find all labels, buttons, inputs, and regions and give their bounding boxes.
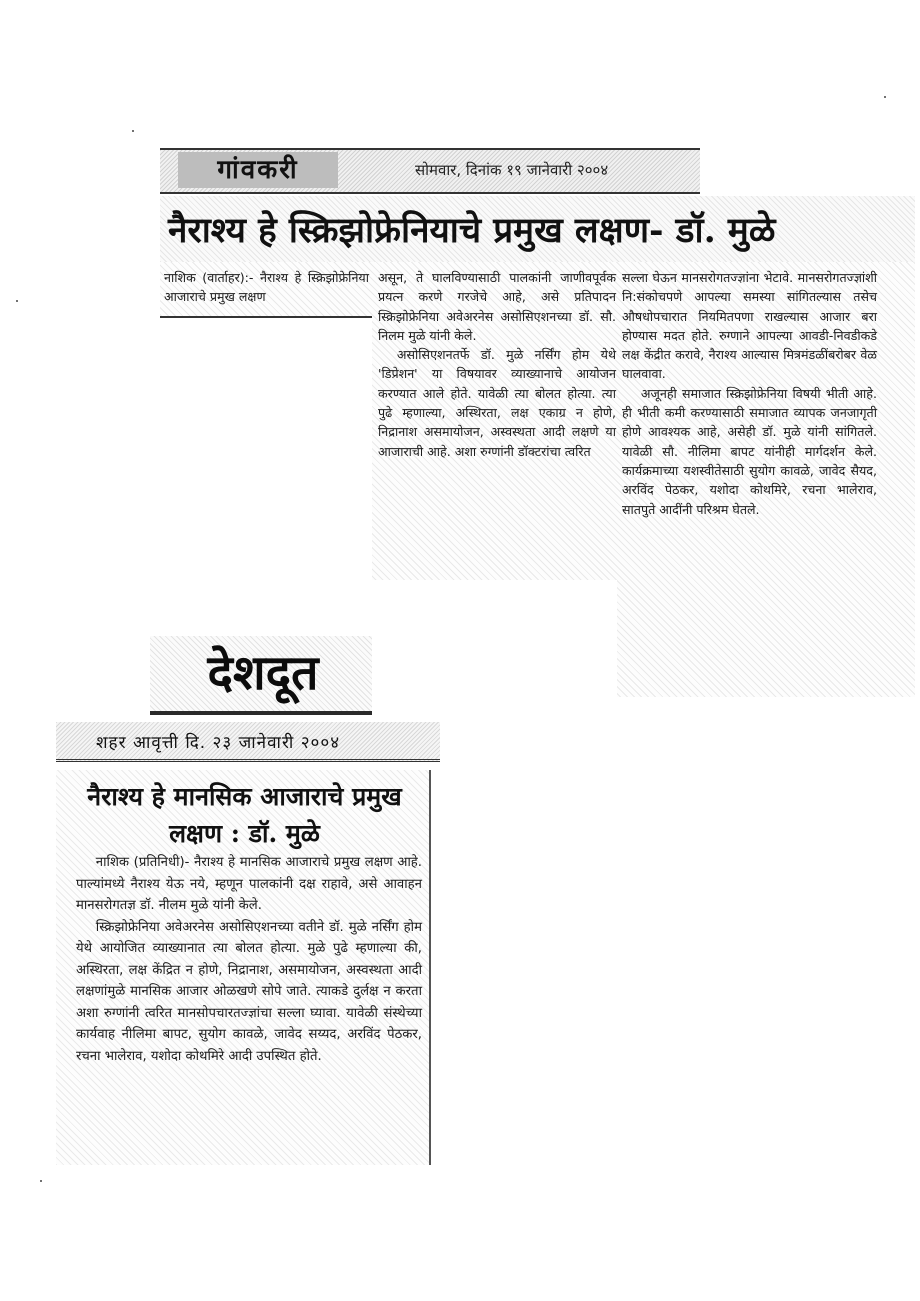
deshdoot-logo: देशदूत bbox=[207, 645, 319, 701]
scan-speck bbox=[16, 300, 18, 302]
scan-speck bbox=[40, 1180, 42, 1182]
gaonkari-paragraph: अजूनही समाजात स्क्रिझोफ्रेनिया विषयी भीती आहे. ही भीती कमी करण्यासाठी समाजात व्यापक जनजागृती होणे आवश्यक आहे, असेही डॉ. मुळे यांनी सांगितले. यावेळी सौ. नीलिमा बापट यांनीही मार्गदर्शन केले. कार्यक्रमाच्या यशस्वीतेसाठी सुयोग कावळे, जावेद सैयद, अरविंद पेठकर, यशोदा कोथमिरे, रचना भालेराव, सातपुते आदींनी परिश्रम घेतले. bbox=[622, 385, 877, 517]
gaonkari-column-2 bbox=[378, 268, 616, 461]
deshdoot-paragraph: नाशिक (प्रतिनिधी)- नैराश्य हे मानसिक आजाराचे प्रमुख लक्षण आहे. पाल्यांमध्ये नैराश्य येऊ नये, म्हणून पालकांनी दक्ष राहावे, असे आवाहन मानसरोगतज्ञ डॉ. नीलम मुळे यांनी केले. bbox=[76, 855, 422, 913]
deshdoot-date-line: शहर आवृत्ती दि. २३ जानेवारी २००४ bbox=[96, 733, 341, 753]
gaonkari-lead-rule bbox=[160, 316, 372, 318]
scan-speck bbox=[884, 96, 886, 98]
deshdoot-paragraph: स्क्रिझोफ्रेनिया अवेअरनेस असोसिएशनच्या वतीने डॉ. मुळे नर्सिंग होम येथे आयोजित व्याख्यानात त्या बोलत होत्या. मुळे पुढे म्हणाल्या की, अस्थिरता, लक्ष केंद्रित न होणे, निद्रानाश, असमायोजन, अस्वस्थता आदी लक्षणांमुळे मानसिक आजार ओळखणे सोपे जाते. त्याकडे दुर्लक्ष न करता अशा रुग्णांनी त्वरित मानसोपचारतज्ज्ञांचा सल्ला घ्यावा. यावेळी संस्थेच्या कार्यवाह नीलिमा बापट, सुयोग कावळे, जावेद सय्यद, अरविंद पेठकर, रचना भालेराव, यशोदा कोथमिरे आदी उपस्थित होते. bbox=[76, 919, 422, 1064]
deshdoot-logo-rule bbox=[150, 711, 372, 715]
gaonkari-column-3 bbox=[622, 268, 877, 519]
gaonkari-headline: नैराश्य हे स्क्रिझोफ्रेनियाचे प्रमुख लक्षण- डॉ. मुळे bbox=[168, 210, 776, 251]
gaonkari-lead-paragraph: नाशिक (वार्ताहर):- नैराश्य हे स्क्रिझोफ्रेनिया आजाराचे प्रमुख लक्षण bbox=[164, 270, 369, 305]
scan-speck bbox=[132, 130, 134, 132]
gaonkari-paragraph: असून, ते घालविण्यासाठी पालकांनी जाणीवपूर्वक प्रयत्न करणे गरजेचे आहे, असे प्रतिपादन स्क्रिझोफ्रेनिया अवेअरनेस असोसिएशनच्या डॉ. सौ. निलम मुळे यांनी केले. bbox=[378, 270, 616, 343]
gaonkari-paper-name: गांवकरी bbox=[178, 152, 338, 188]
deshdoot-article-body bbox=[76, 852, 422, 1067]
gaonkari-paragraph: असोसिएशनतर्फे डॉ. मुळे नर्सिंग होम येथे 'डिप्रेशन' या विषयावर व्याख्यानाचे आयोजन करण्यात आले होते. यावेळी त्या बोलत होत्या. त्या पुढे म्हणाल्या, अस्थिरता, लक्ष एकाग्र न होणे, निद्रानाश असमायोजन, अस्वस्थता आदी लक्षणे या आजाराची आहे. अशा रुग्णांनी डॉक्टरांचा त्वरित bbox=[378, 347, 616, 459]
gaonkari-date-line: सोमवार, दिनांक १९ जानेवारी २००४ bbox=[415, 161, 609, 179]
gaonkari-column-1 bbox=[164, 268, 369, 307]
deshdoot-headline: नैराश्य हे मानसिक आजाराचे प्रमुख लक्षण : डॉ. मुळे bbox=[87, 782, 402, 848]
gaonkari-paragraph: सल्ला घेऊन मानसरोगतज्ज्ञांना भेटावे. मानसरोगतज्ज्ञांशी नि:संकोचपणे आपल्या समस्या सांगितल्यास तसेच औषधोपचारात नियमितपणा राखल्यास आजार बरा होण्यास मदत होते. रुग्णाने आपल्या आवडी-निवडीकडे लक्ष केंद्रीत करावे, नैराश्य आल्यास मित्रमंडळींबरोबर वेळ घालवावा. bbox=[622, 270, 877, 382]
gaonkari-clip-cutout bbox=[372, 580, 617, 698]
